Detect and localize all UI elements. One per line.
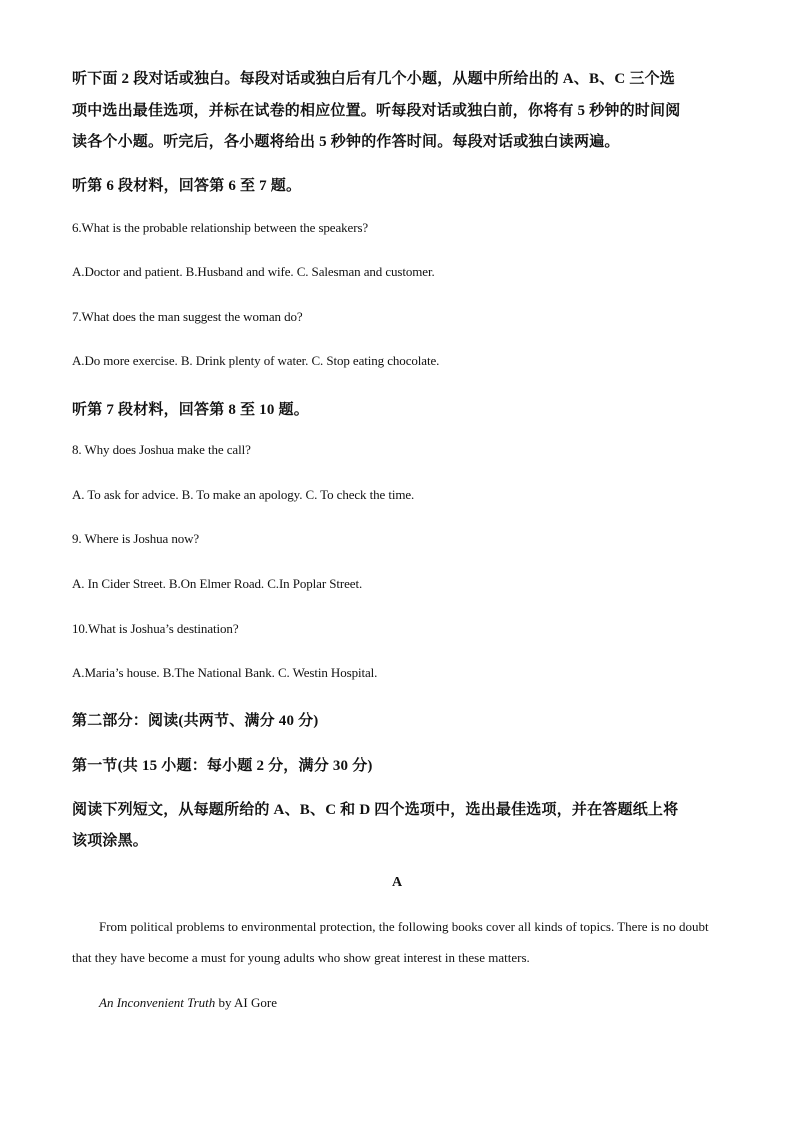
question-8: 8. Why does Joshua make the call? [72, 442, 251, 457]
passage-intro: From political problems to environmental protection, the following books cover all kinds of topics. There is no doubt that they have become a must for young adults who show great interest in these matters. [72, 919, 709, 965]
question-6: 6.What is the probable relationship between the speakers? [72, 220, 369, 235]
reading-instructions-line-1: 阅读下列短文，从每题所给的 A、B、C 和 D 四个选项中，选出最佳选项，并在答题纸上将 [72, 802, 679, 818]
reading-instructions-line-2: 该项涂黑。 [72, 833, 149, 849]
listening-instructions-line-1: 听下面 2 段对话或独白。每段对话或独白后有几个小题，从题中所给出的 A、B、C 三个选 [72, 71, 675, 87]
listening-instructions-line-3: 读各个小题。听完后，各小题将给出 5 秒钟的作答时间。每段对话或独白读两遍。 [72, 134, 620, 150]
question-10-options: A.Maria’s house. B.The National Bank. C. Westin Hospital. [72, 665, 378, 680]
question-9-options: A. In Cider Street. B.On Elmer Road. C.In Poplar Street. [72, 576, 363, 591]
question-8-options: A. To ask for advice. B. To make an apology. C. To check the time. [72, 487, 415, 502]
question-9: 9. Where is Joshua now? [72, 531, 200, 546]
section-6-heading: 听第 6 段材料，回答第 6 至 7 题。 [72, 178, 302, 194]
book-author: by AI Gore [215, 995, 278, 1010]
listening-instructions-line-2: 项中选出最佳选项，并标在试卷的相应位置。听每段对话或独白前，你将有 5 秒钟的时间阅 [72, 103, 681, 119]
section-7-heading: 听第 7 段材料，回答第 8 至 10 题。 [72, 402, 309, 418]
question-7-options: A.Do more exercise. B. Drink plenty of water. C. Stop eating chocolate. [72, 353, 440, 368]
question-7: 7.What does the man suggest the woman do? [72, 309, 303, 324]
passage-letter: A [391, 875, 403, 890]
book-entry [99, 995, 277, 1011]
part-2-heading: 第二部分：阅读(共两节、满分 40 分) [72, 713, 319, 729]
question-10: 10.What is Joshua’s destination? [72, 621, 239, 636]
part-2-section-1-heading: 第一节(共 15 小题：每小题 2 分，满分 30 分) [72, 758, 373, 774]
book-title: An Inconvenient Truth [99, 995, 216, 1010]
question-6-options: A.Doctor and patient. B.Husband and wife. C. Salesman and customer. [72, 264, 435, 279]
